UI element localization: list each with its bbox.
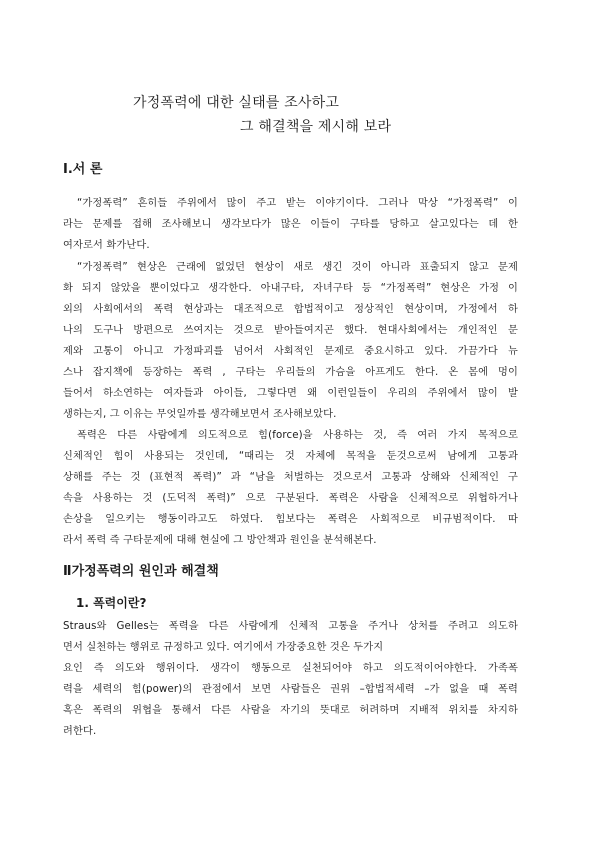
paragraph-line: 들어서 하소연하는 여자들과 아이들, 그렇다면 왜 이런일들이 우리의 주위에서 많이 발: [63, 388, 518, 399]
paragraph-line: 제와 고통이 아니고 가정파괴를 넘어서 사회적인 문제로 중요시하고 있다. 가끔가다 뉴: [63, 346, 518, 357]
paragraph-line: 외의 사회에서의 폭력 현상과는 대조적으로 합법적이고 정상적인 현상이며, 가정에서 하: [63, 304, 518, 315]
paragraph-line: 요인 즉 의도와 행위이다. 생각이 행동으로 실천되어야 하고 의도적이어야한다. 가족폭: [63, 663, 518, 674]
paragraph-line: 폭력은 다른 사람에게 의도적으로 힘(force)을 사용하는 것, 즉 여러 가지 목적으로: [77, 430, 518, 441]
paragraph-line: 면서 실천하는 행위로 규정하고 있다. 여기에서 가장중요한 것은 두가지: [63, 642, 384, 653]
section-heading-causes-and-solutions: Ⅱ가정폭력의 원인과 해결책: [63, 564, 219, 579]
paragraph-line: 려한다.: [63, 726, 97, 737]
paragraph-line: 여자로서 화가난다.: [63, 240, 150, 251]
paragraph-line: Straus와 Gelles는 폭력을 다른 사람에게 신체적 고통을 주거나 상처를 주려고 의도하: [63, 621, 518, 632]
paragraph-line: 력을 세력의 힘(power)의 관점에서 보면 사람들은 권위 –합법적세력 –가 없을 때 폭력: [63, 684, 518, 695]
subsection-heading-what-is-violence: 1. 폭력이란?: [76, 596, 147, 610]
paragraph-line: 화 되지 않았을 뿐이었다고 생각한다. 아내구타, 자녀구타 등 “가정폭력” 현상은 가정 이: [63, 283, 518, 294]
paragraph-line: “가정폭력” 흔히들 주위에서 많이 주고 받는 이야기이다. 그러나 막상 “가정폭력” 이: [77, 198, 518, 209]
section-heading-introduction: Ⅰ.서 론: [63, 162, 103, 177]
paragraph-line: 신체적인 힘이 사용되는 것인데, “때리는 것 자체에 목적을 둔것으로써 남에게 고통과: [63, 451, 518, 462]
paragraph-line: 생하는지, 그 이유는 무엇일까를 생각해보면서 조사해보았다.: [63, 409, 337, 420]
document-title-line-1: 가정폭력에 대한 실태를 조사하고: [133, 95, 340, 111]
document-title-line-2: 그 해결책을 제시해 보라: [240, 119, 392, 135]
paragraph-line: 스나 잡지책에 등장하는 폭력 , 구타는 우리들의 가슴을 아프게도 한다. 온 몸에 멍이: [63, 367, 518, 378]
paragraph-line: 나의 도구나 방편으로 쓰여지는 것으로 받아들여지곤 했다. 현대사회에서는 개인적인 문: [63, 325, 518, 336]
paragraph-line: 손상을 일으키는 행동이라고도 하였다. 힘보다는 폭력은 사회적으로 비규범적이다. 따: [63, 514, 518, 525]
paragraph-line: 속을 사용하는 것 (도덕적 폭력)” 으로 구분된다. 폭력은 사람을 신체적으로 위협하거나: [63, 493, 518, 504]
paragraph-line: 라는 문제를 접해 조사해보니 생각보다가 많은 이들이 구타를 당하고 살고있다는 데 한: [63, 219, 518, 230]
paragraph-line: 라서 폭력 즉 구타문제에 대해 현실에 그 방안책과 원인을 분석해본다.: [63, 535, 377, 546]
paragraph-line: 혹은 폭력의 위협을 통해서 다른 사람을 자기의 뜻대로 허려하며 지배적 위치를 차지하: [63, 705, 518, 716]
paragraph-line: “가정폭력” 현상은 근래에 없었던 현상이 새로 생긴 것이 아니라 표출되지 않고 문제: [77, 262, 518, 273]
paragraph-line: 상해를 주는 것 (표현적 폭력)” 과 “남을 처벌하는 것으로서 고통과 상해와 신체적인 구: [63, 472, 518, 483]
